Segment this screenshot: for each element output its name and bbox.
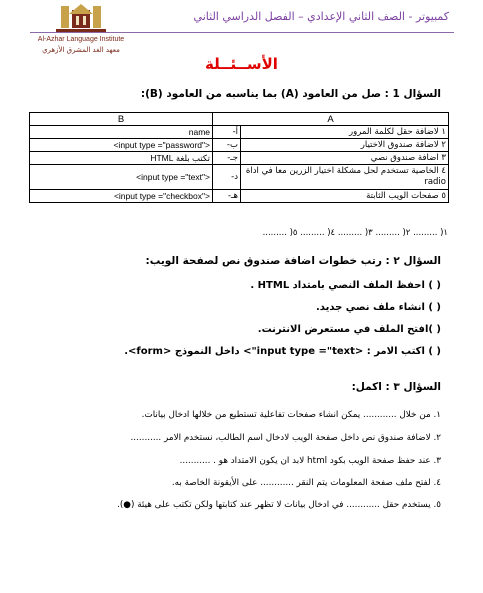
column-a-cell: ٥ صفحات الويب الثابتة (241, 190, 449, 203)
column-b-cell: <input type ="password"> (30, 139, 213, 152)
ordering-item: ( ) احفظ الملف النصي بامتداد HTML . (250, 280, 441, 291)
letter-cell: هـ- (213, 190, 241, 203)
column-b-header: B (30, 113, 213, 126)
answers-line: ١( ......... ٢( ......... ٣( ......... ٤( ......... ٥( ......... (262, 228, 448, 238)
completion-item: ١. من خلال ............ يمكن انشاء صفحات تفاعلية تستطيع من خلالها ادخال بيانات. (141, 410, 441, 420)
question-2-title: السؤال ٢ : رتب خطوات اضافة صندوق نص لصفحة الويب: (145, 255, 441, 267)
question-3-title: السؤال ٣ : اكمل: (351, 381, 441, 393)
column-a-cell: ١ لاضافة حقل لكلمة المرور (241, 126, 449, 139)
ordering-item: ( )افتح الملف في مستعرض الانترنت. (257, 324, 441, 335)
column-a-cell: ٢ لاضافة صندوق الاختيار (241, 139, 449, 152)
question-1-title: السؤال 1 : صل من العامود (A) بما يناسبه من العامود (B): (140, 88, 441, 100)
logo-name-ar: معهد الغد المشرق الأزهري (42, 46, 120, 54)
completion-item: ٤. لفتح ملف صفحة المعلومات يتم النقر ............ على الأيقونة الخاصة به. (171, 478, 441, 488)
completion-item: ٣. عند حفظ صفحة الويب بكود html لابد ان يكون الامتداد هو . ........... (179, 456, 441, 466)
column-a-cell: ٣ اضافة صندوق نصي (241, 152, 449, 165)
header-title: كمبيوتر - الصف الثاني الإعدادي – الفصل الدراسي الثاني (193, 10, 449, 23)
header-divider (30, 32, 454, 33)
column-b-cell: تكتب بلغة HTML (30, 152, 213, 165)
letter-cell: أ- (213, 126, 241, 139)
ordering-item: ( ) انشاء ملف نصي جديد. (316, 302, 441, 313)
table-row (30, 126, 449, 139)
ordering-item: ( ) اكتب الامر : <input type ="text"> داخل النموذج <form>. (124, 346, 441, 357)
column-a-header: A (213, 113, 449, 126)
logo-name-en: Al-Azhar Language Institute (37, 36, 125, 43)
letter-cell: د- (213, 165, 241, 190)
column-b-cell: <input type ="checkbox"> (30, 190, 213, 203)
completion-item: ٢. لاضافة صندوق نص داخل صفحة الويب لادخال اسم الطالب، نستخدم الامر ........... (130, 433, 441, 443)
table-row (30, 165, 449, 190)
table-row (30, 139, 449, 152)
letter-cell: ب- (213, 139, 241, 152)
matching-table (29, 112, 449, 203)
column-a-cell: ٤ الخاصية تستخدم لحل مشكلة اختيار الزرين معا في اداة radio (241, 165, 449, 190)
page-title: الأســئــلة (205, 55, 278, 73)
column-b-cell: <input type ="text"> (30, 165, 213, 190)
table-row (30, 190, 449, 203)
column-b-cell: name (30, 126, 213, 139)
table-row (30, 152, 449, 165)
table-header-row (30, 113, 449, 126)
letter-cell: جـ- (213, 152, 241, 165)
completion-item: ٥. يستخدم حقل ............ في ادخال بيانات لا تظهر عند كتابتها ولكن تكتب على هيئة (●). (117, 500, 441, 510)
